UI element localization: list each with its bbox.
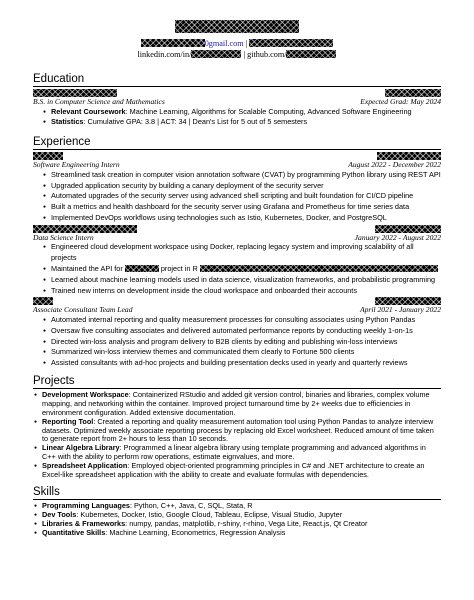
skill-values: : Python, C++, Java, C, SQL, Stata, R	[129, 500, 253, 510]
grad-date: Expected Grad: May 2024	[360, 97, 441, 106]
job-role-row	[33, 233, 441, 243]
section-title-experience: Experience	[33, 136, 441, 150]
list-item: ● Trained new interns on development inside the cloud workspace and onboarded their accounts	[33, 286, 441, 297]
list-item: ● Streamlined task creation in computer vision annotation software (CVAT) by programming Python library using REST API	[33, 170, 441, 181]
list-item	[33, 444, 441, 462]
redacted-company	[33, 297, 53, 305]
experience-job-2	[33, 225, 441, 297]
skills-entry	[33, 502, 441, 538]
section-title-projects: Projects	[33, 375, 441, 389]
degree: B.S. in Computer Science and Mathematics	[33, 97, 165, 106]
contact-line-1	[0, 39, 474, 50]
list-item	[33, 264, 441, 275]
section-title-skills: Skills	[33, 486, 441, 500]
job-org-row	[33, 297, 441, 305]
list-item: ● Engineered cloud development workspace using Docker, replacing legacy system and improving scalability of all projects	[33, 242, 441, 264]
list-item: ● Summarized win-loss interview themes and communicated them clearly to Fortune 500 clients	[33, 347, 441, 358]
skills-list	[33, 502, 441, 538]
list-item: ● Oversaw five consulting associates and delivered automated performance reports by conducting weekly 1-on-1s	[33, 326, 441, 337]
bullet-text: project in R	[160, 263, 198, 273]
job-bullets	[33, 315, 441, 369]
job-bullets	[33, 170, 441, 224]
job-role: Software Engineering Intern	[33, 160, 120, 170]
projects-entry	[33, 391, 441, 480]
job-role-row	[33, 305, 441, 315]
project-name: Development Workspace	[42, 389, 129, 399]
list-item: ● Assisted consultants with ad-hoc projects and building presentation decks used in yearly and quarterly reviews	[33, 358, 441, 369]
job-dates: August 2022 - December 2022	[348, 160, 441, 170]
redacted-linkedin-handle	[191, 50, 241, 58]
skill-values: : Kubernetes, Docker, Istio, Google Cloud, Tableau, Eclipse, Visual Studio, Jupyter	[76, 509, 343, 519]
github-link[interactable]: github.com/	[247, 49, 287, 59]
redacted-school	[33, 89, 117, 97]
list-item: ● Built a metrics and health dashboard for the security server using Grafana and Prometheus for time series data	[33, 202, 441, 213]
skill-category: Dev Tools	[42, 509, 77, 519]
list-item: ● Automated internal reporting and quality measurement processes for consulting associates using Python Pandas	[33, 315, 441, 326]
redacted-github-handle	[286, 50, 336, 58]
redacted-phone	[249, 39, 333, 47]
bullet-label: Relevant Coursework	[51, 106, 126, 116]
list-item: ● Learned about machine learning models used in data science, visualization frameworks, and probabilistic programming	[33, 275, 441, 286]
bullet-label: Statistics	[51, 117, 84, 127]
education-bullets	[33, 107, 441, 129]
education-degree-row	[33, 97, 441, 107]
separator: |	[243, 49, 246, 59]
list-item	[33, 462, 441, 480]
experience-job-1	[33, 152, 441, 224]
project-name: Linear Algebra Library	[42, 443, 120, 453]
redacted-project	[125, 265, 159, 272]
redacted-location	[375, 297, 441, 305]
project-description: : Programmed a linear algebra library using template programming and advanced algorithms in C++ with the ability to perform row operations, estimate eignvalues, and more.	[42, 443, 426, 462]
list-item	[33, 529, 441, 538]
list-item	[33, 107, 441, 118]
bullet-text: : Machine Learning, Algorithms for Scalable Computing, Advanced Software Engineering	[125, 106, 412, 116]
job-org-row	[33, 225, 441, 233]
redacted-company	[33, 152, 63, 160]
list-item	[33, 117, 441, 128]
bullet-text: Maintained the API for	[51, 263, 123, 273]
project-description: : Employed object-oriented programming principles in C# and .NET architecture to create an Excel-like spreadsheet application with the ability to create and evaluate formulas with dependencies.	[42, 461, 425, 480]
section-title-education: Education	[33, 73, 441, 87]
contact-line-2	[0, 50, 474, 61]
separator: |	[245, 39, 248, 48]
bullet-text: : Cumulative GPA: 3.8 | ACT: 34 | Dean's List for 5 out of 5 semesters	[83, 117, 308, 127]
list-item: ● Automated upgrades of the security server using advanced shell scripting and built foundation for CI/CD pipeline	[33, 191, 441, 202]
experience-job-3	[33, 297, 441, 369]
linkedin-link[interactable]: linkedin.com/in/	[137, 49, 192, 59]
projects-list	[33, 391, 441, 480]
list-item: ● Directed win-loss analysis and program delivery to B2B clients by editing and publishing win-loss interviews	[33, 337, 441, 348]
job-role: Data Science Intern	[33, 232, 94, 242]
list-item: ● Implemented DevOps workflows using technologies such as Istio, Kubernetes, Docker, and PostgreSQL	[33, 213, 441, 224]
list-item	[33, 418, 441, 445]
job-role-row	[33, 160, 441, 170]
resume-header	[0, 0, 474, 60]
redacted-location	[385, 89, 441, 97]
job-dates: April 2021 - January 2022	[360, 305, 441, 315]
redacted-text	[200, 265, 438, 272]
skill-values: : numpy, pandas, matplotlib, r-shiny, r-rhino, Vega Lite, React.js, Qt Creator	[125, 518, 368, 528]
list-item	[33, 391, 441, 418]
education-school-row	[33, 89, 441, 97]
skill-category: Programming Languages	[42, 500, 130, 510]
job-role: Associate Consultant Team Lead	[33, 305, 133, 315]
project-description: : Created a reporting and quality measurement automation tool using Python Pandas to analyze interview datasets. Optimized weekly associate reporting process by replacing old Excel worksheet. Reduced amount of time taken to generate report from 2+ hours to less than 10 seconds.	[42, 416, 434, 444]
project-description: : Containerized RStudio and added git version control, binaries and libraries, complex volume mapping, and networking within the container. Improved project turnaround time by 2+ weeks due to efficiencies in environment configuration. Added extensive documentation.	[42, 389, 430, 417]
redacted-name	[175, 20, 299, 33]
project-name: Spreadsheet Application	[42, 461, 128, 471]
redacted-location	[375, 225, 441, 233]
email-link[interactable]: 0gmail.com	[204, 39, 244, 48]
skill-values: : Machine Learning, Econometrics, Regression Analysis	[105, 527, 286, 537]
job-org-row	[33, 152, 441, 160]
list-item: ● Upgraded application security by building a canary deployment of the security server	[33, 181, 441, 192]
redacted-email-user	[141, 39, 205, 47]
job-dates: January 2022 - August 2022	[354, 232, 441, 242]
redacted-location	[377, 152, 441, 160]
education-entry	[33, 89, 441, 128]
job-bullets	[33, 242, 441, 296]
project-name: Reporting Tool	[42, 416, 94, 426]
redacted-company	[33, 225, 137, 233]
skill-category: Quantitative Skills	[42, 527, 106, 537]
skill-category: Libraries & Frameworks	[42, 518, 126, 528]
